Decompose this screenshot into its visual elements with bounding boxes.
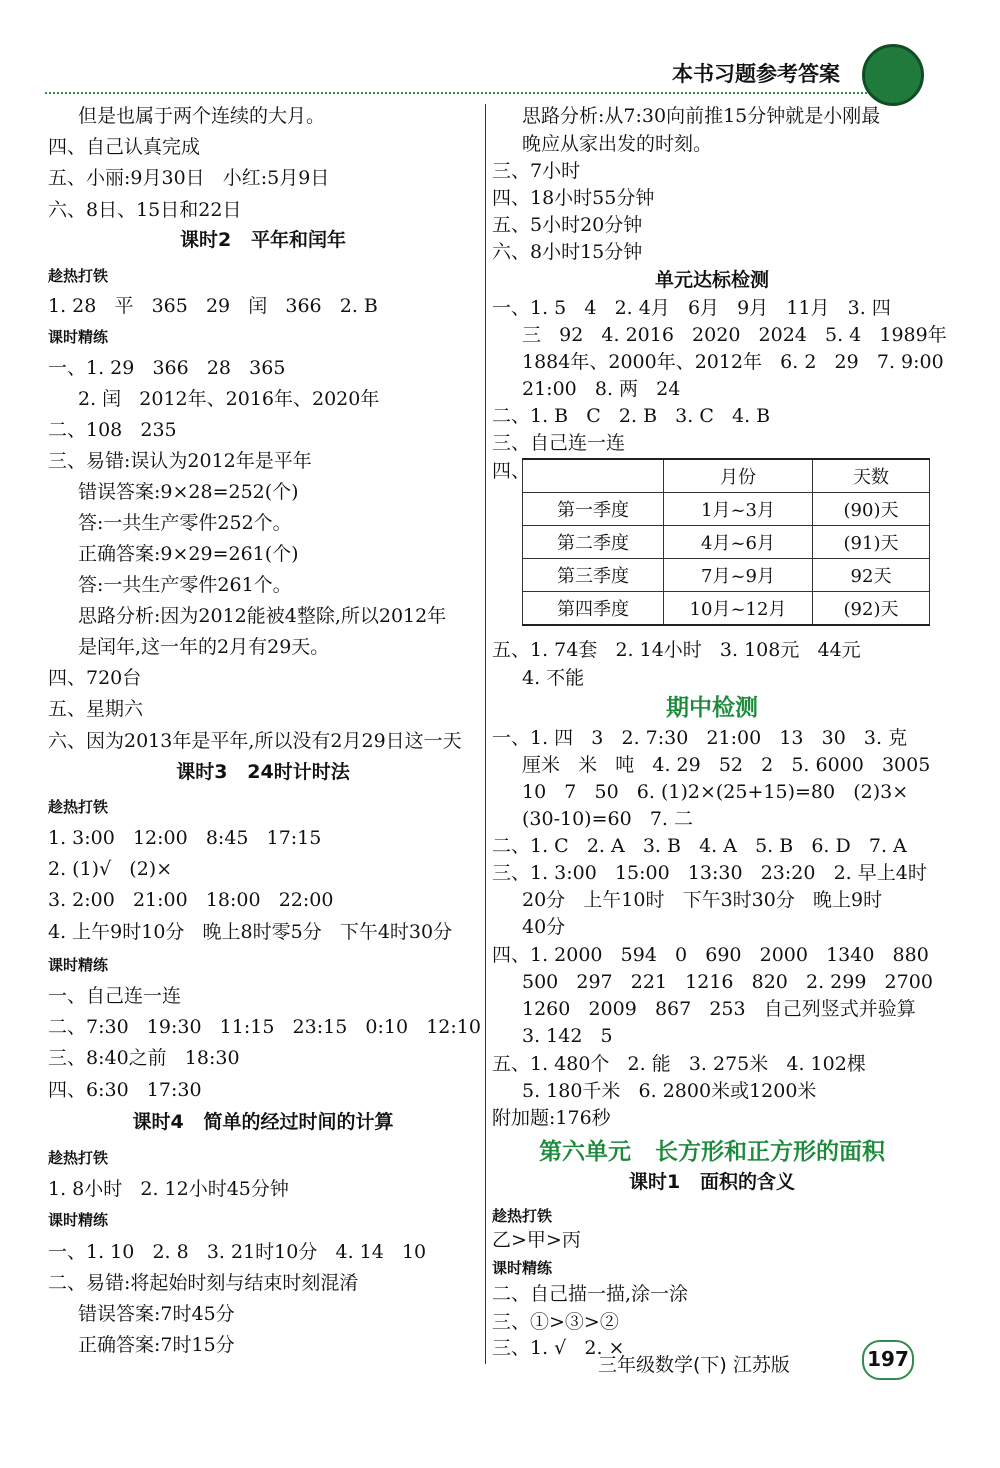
table-cell: 10月~12月 — [664, 592, 813, 626]
answer-line: 四、6:30 17:30 — [48, 1079, 202, 1101]
table-cell: 4月~6月 — [664, 526, 813, 559]
answer-line: 1260 2009 867 253 自己列竖式并验算 — [522, 998, 916, 1020]
answer-line: 思路分析:因为2012能被4整除,所以2012年 — [78, 605, 447, 627]
table-header-row — [523, 459, 930, 493]
table-cell: 天数 — [813, 459, 930, 493]
table-cell: 第一季度 — [523, 493, 664, 526]
answer-line: 四、自己认真完成 — [48, 136, 201, 158]
table-cell: (90)天 — [813, 493, 930, 526]
answer-line: 一、1. 四 3 2. 7:30 21:00 13 30 3. 克 — [492, 727, 908, 749]
table-row — [523, 592, 930, 626]
header-title: 本书习题参考答案 — [672, 62, 840, 86]
answer-line: 二、1. C 2. A 3. B 4. A 5. B 6. D 7. A — [492, 835, 907, 857]
answer-line: 1. 3:00 12:00 8:45 17:15 — [48, 827, 322, 849]
answer-line: 但是也属于两个连续的大月。 — [78, 105, 326, 127]
table-cell: 第四季度 — [523, 592, 664, 626]
answer-line: 500 297 221 1216 820 2. 299 2700 — [522, 971, 933, 993]
answer-line: (30-10)=60 7. 二 — [522, 808, 693, 830]
answer-line: 三、易错:误认为2012年是平年 — [48, 450, 312, 472]
answer-line: 二、108 235 — [48, 419, 177, 441]
answer-line: 六、因为2013年是平年,所以没有2月29日这一天 — [48, 730, 462, 752]
answer-line: 四、 — [492, 460, 531, 482]
answer-line: 五、1. 74套 2. 14小时 3. 108元 44元 — [492, 639, 861, 661]
answer-line: 一、1. 10 2. 8 3. 21时10分 4. 14 10 — [48, 1241, 427, 1263]
answer-line: 1. 8小时 2. 12小时45分钟 — [48, 1178, 289, 1200]
answer-line: 4. 上午9时10分 晚上8时零5分 下午4时30分 — [48, 921, 453, 943]
answer-line: 20分 上午10时 下午3时30分 晚上9时 — [522, 889, 883, 911]
answer-line: 晚应从家出发的时刻。 — [522, 133, 713, 155]
answer-line: 5. 180千米 6. 2800米或1200米 — [522, 1080, 817, 1102]
answer-line: 五、小丽:9月30日 小红:5月9日 — [48, 167, 330, 189]
answer-line: 六、8日、15日和22日 — [48, 199, 242, 221]
answer-line: 1884年、2000年、2012年 6. 2 29 7. 9:00 — [522, 351, 944, 373]
subsection-label: 趁热打铁 — [48, 1149, 109, 1167]
table-cell: 7月~9月 — [664, 559, 813, 592]
section-heading: 单元达标检测 — [654, 269, 769, 291]
section-heading: 第六单元 长方形和正方形的面积 — [538, 1139, 886, 1165]
answer-line: 厘米 米 吨 4. 29 52 2 5. 6000 3005 — [522, 754, 931, 776]
answer-line: 三、自己连一连 — [492, 432, 626, 454]
answer-line: 答:一共生产零件252个。 — [78, 512, 292, 534]
table-row — [523, 526, 930, 559]
answer-line: 4. 不能 — [522, 667, 585, 689]
answer-line: 正确答案:7时15分 — [78, 1334, 235, 1356]
section-heading: 课时4 简单的经过时间的计算 — [132, 1111, 394, 1133]
answer-line: 思路分析:从7:30向前推15分钟就是小刚最 — [522, 105, 881, 127]
answer-line: 错误答案:9×28=252(个) — [78, 481, 299, 503]
answer-line: 是闰年,这一年的2月有29天。 — [78, 636, 330, 658]
answer-line: 2. (1)√ (2)× — [48, 858, 173, 880]
table-cell: 92天 — [813, 559, 930, 592]
answer-line: 三、①>③>② — [492, 1311, 619, 1333]
answer-line: 五、1. 480个 2. 能 3. 275米 4. 102棵 — [492, 1053, 866, 1075]
table-row — [523, 493, 930, 526]
table-row — [523, 559, 930, 592]
answer-line: 三、8:40之前 18:30 — [48, 1047, 240, 1069]
table-cell: 月份 — [664, 459, 813, 493]
answer-line: 二、易错:将起始时刻与结束时刻混淆 — [48, 1272, 359, 1294]
table-cell: 1月~3月 — [664, 493, 813, 526]
answer-line: 3. 2:00 21:00 18:00 22:00 — [48, 889, 334, 911]
answer-line: 四、1. 2000 594 0 690 2000 1340 880 — [492, 944, 929, 966]
answer-line: 二、7:30 19:30 11:15 23:15 0:10 12:10 — [48, 1016, 481, 1038]
answer-line: 10 7 50 6. (1)2×(25+15)=80 (2)3× — [522, 781, 909, 803]
subsection-label: 趁热打铁 — [48, 798, 109, 816]
table-cell: (91)天 — [813, 526, 930, 559]
section-heading: 期中检测 — [666, 695, 758, 721]
answer-line: 三 92 4. 2016 2020 2024 5. 4 1989年 — [522, 324, 947, 346]
answer-line: 乙>甲>丙 — [492, 1229, 581, 1251]
answer-line: 一、自己连一连 — [48, 985, 182, 1007]
answer-line: 21:00 8. 两 24 — [522, 378, 681, 400]
answer-line: 40分 — [522, 916, 566, 938]
subsection-label: 课时精练 — [492, 1259, 553, 1277]
answer-line: 五、5小时20分钟 — [492, 214, 643, 236]
table-cell: 第三季度 — [523, 559, 664, 592]
section-heading: 课时1 面积的含义 — [628, 1171, 796, 1193]
answer-line: 三、1. √ 2. × — [492, 1337, 625, 1359]
answer-line: 二、1. B C 2. B 3. C 4. B — [492, 405, 771, 427]
subsection-label: 课时精练 — [48, 956, 109, 974]
answer-line: 三、1. 3:00 15:00 13:30 23:20 2. 早上4时 — [492, 862, 927, 884]
answer-line: 3. 142 5 — [522, 1025, 613, 1047]
subsection-label: 课时精练 — [48, 1211, 109, 1229]
answer-line: 附加题:176秒 — [492, 1107, 611, 1129]
answer-line: 六、8小时15分钟 — [492, 241, 643, 263]
answer-line: 错误答案:7时45分 — [78, 1303, 235, 1325]
subsection-label: 趁热打铁 — [492, 1207, 553, 1225]
section-heading: 课时3 24时计时法 — [176, 761, 350, 783]
quarter-days-table — [522, 458, 930, 626]
page-number: 197 — [862, 1340, 914, 1380]
column-divider — [485, 104, 486, 1364]
page-header — [0, 0, 1000, 110]
decorative-dotted-line — [45, 92, 875, 94]
subsection-label: 课时精练 — [48, 328, 109, 346]
answer-line: 一、1. 29 366 28 365 — [48, 357, 286, 379]
answer-line: 二、自己描一描,涂一涂 — [492, 1283, 689, 1305]
answer-line: 1. 28 平 365 29 闰 366 2. B — [48, 295, 378, 317]
answer-line: 五、星期六 — [48, 698, 144, 720]
section-heading: 课时2 平年和闰年 — [179, 229, 347, 251]
logo-badge-icon — [862, 44, 924, 106]
answer-line: 三、7小时 — [492, 160, 581, 182]
table-cell: 第二季度 — [523, 526, 664, 559]
answer-line: 正确答案:9×29=261(个) — [78, 543, 299, 565]
answer-line: 四、720台 — [48, 667, 142, 689]
answer-line: 答:一共生产零件261个。 — [78, 574, 292, 596]
answer-line: 四、18小时55分钟 — [492, 187, 655, 209]
subsection-label: 趁热打铁 — [48, 267, 109, 285]
footer-text: 三年级数学(下) 江苏版 — [598, 1354, 790, 1376]
table-cell: (92)天 — [813, 592, 930, 626]
table-cell — [523, 459, 664, 493]
answer-line: 2. 闰 2012年、2016年、2020年 — [78, 388, 380, 410]
answer-line: 一、1. 5 4 2. 4月 6月 9月 11月 3. 四 — [492, 297, 891, 319]
